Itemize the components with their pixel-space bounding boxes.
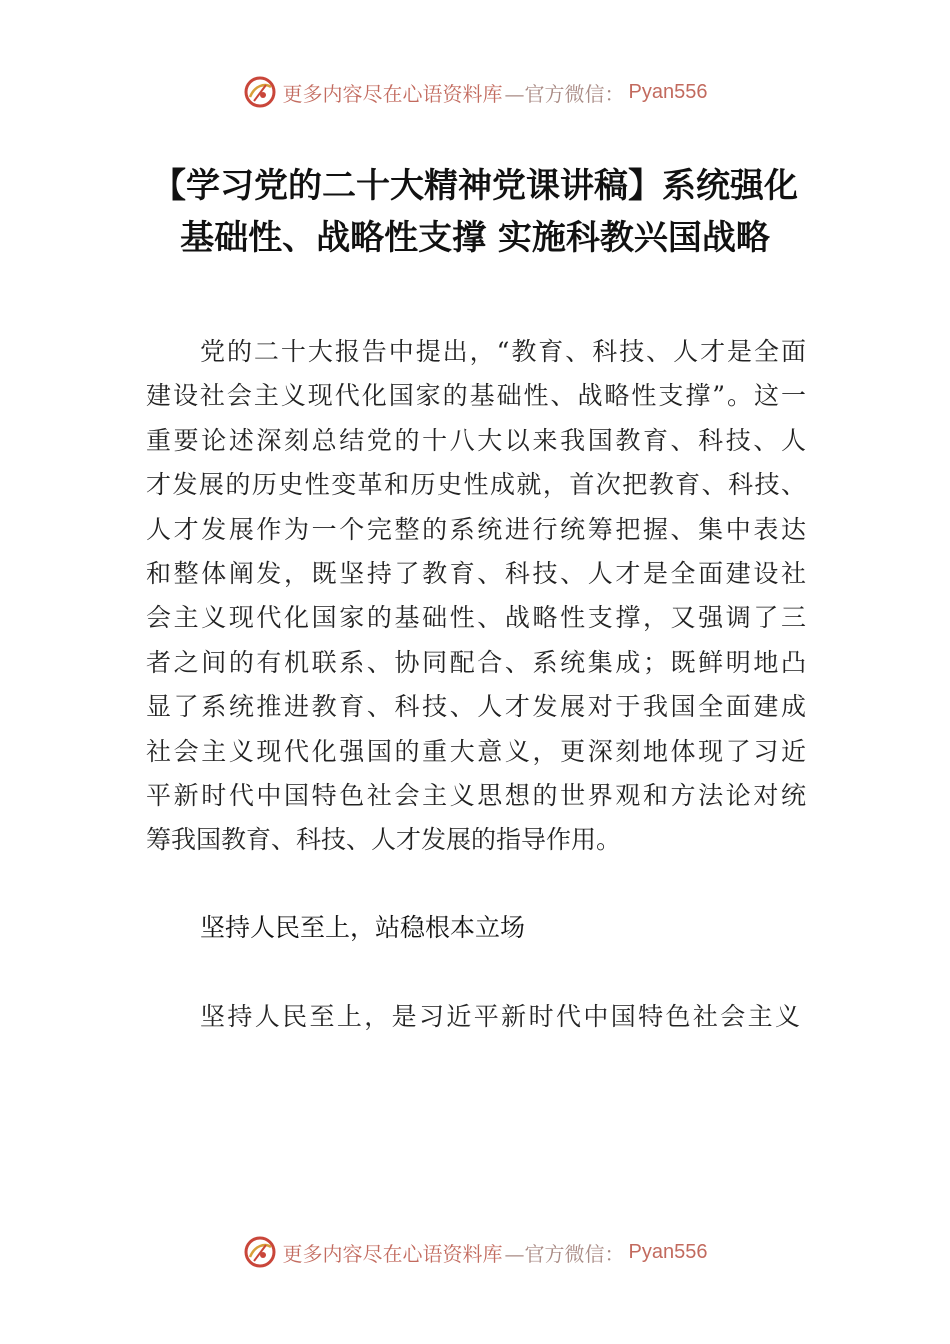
paragraph-line: 显了系统推进教育、科技、人才发展对于我国全面建成 (146, 692, 806, 722)
paragraph-line: 筹我国教育、科技、人才发展的指导作用。 (146, 825, 622, 855)
paragraph-2-line: 坚持人民至上，是习近平新时代中国特色社会主义 (200, 1002, 800, 1031)
paragraph-1 (146, 330, 806, 863)
header-banner (0, 72, 950, 112)
banner-separator-text: —官方微信： (504, 1241, 625, 1266)
banner-brand-text: 更多内容尽在心语资料库 (282, 81, 503, 106)
title-line-1: 【学习党的二十大精神党课讲稿】系统强化 (152, 166, 798, 206)
paragraph-line: 建设社会主义现代化国家的基础性、战略性支撑”。这一 (146, 381, 806, 411)
brand-logo-icon (243, 75, 277, 109)
paragraph-line: 重要论述深刻总结党的十八大以来我国教育、科技、人 (146, 425, 806, 455)
banner-wechat-id: Pyan556 (628, 80, 708, 103)
banner-brand-text: 更多内容尽在心语资料库 (282, 1241, 503, 1266)
paragraph-line: 党的二十大报告中提出，“教育、科技、人才是全面 (200, 337, 806, 366)
brand-logo-icon (243, 1235, 277, 1269)
paragraph-line: 会主义现代化国家的基础性、战略性支撑，又强调了三 (146, 603, 806, 633)
document-title (120, 160, 830, 264)
paragraph-line: 人才发展作为一个完整的系统进行统筹把握、集中表达 (146, 514, 806, 544)
banner-separator-text: —官方微信： (504, 81, 625, 106)
section-heading: 坚持人民至上，站稳根本立场 (200, 913, 526, 942)
footer-banner (0, 1232, 950, 1272)
paragraph-line: 者之间的有机联系、协同配合、系统集成；既鲜明地凸 (146, 647, 806, 677)
paragraph-line: 和整体阐发，既坚持了教育、科技、人才是全面建设社 (146, 558, 806, 588)
paragraph-line: 社会主义现代化强国的重大意义，更深刻地体现了习近 (146, 736, 806, 766)
paragraph-line: 才发展的历史性变革和历史性成就，首次把教育、科技、 (146, 470, 806, 500)
title-line-2: 基础性、战略性支撑 实施科教兴国战略 (180, 218, 770, 258)
banner-wechat-id: Pyan556 (628, 1240, 708, 1263)
paragraph-line: 平新时代中国特色社会主义思想的世界观和方法论对统 (146, 780, 806, 810)
